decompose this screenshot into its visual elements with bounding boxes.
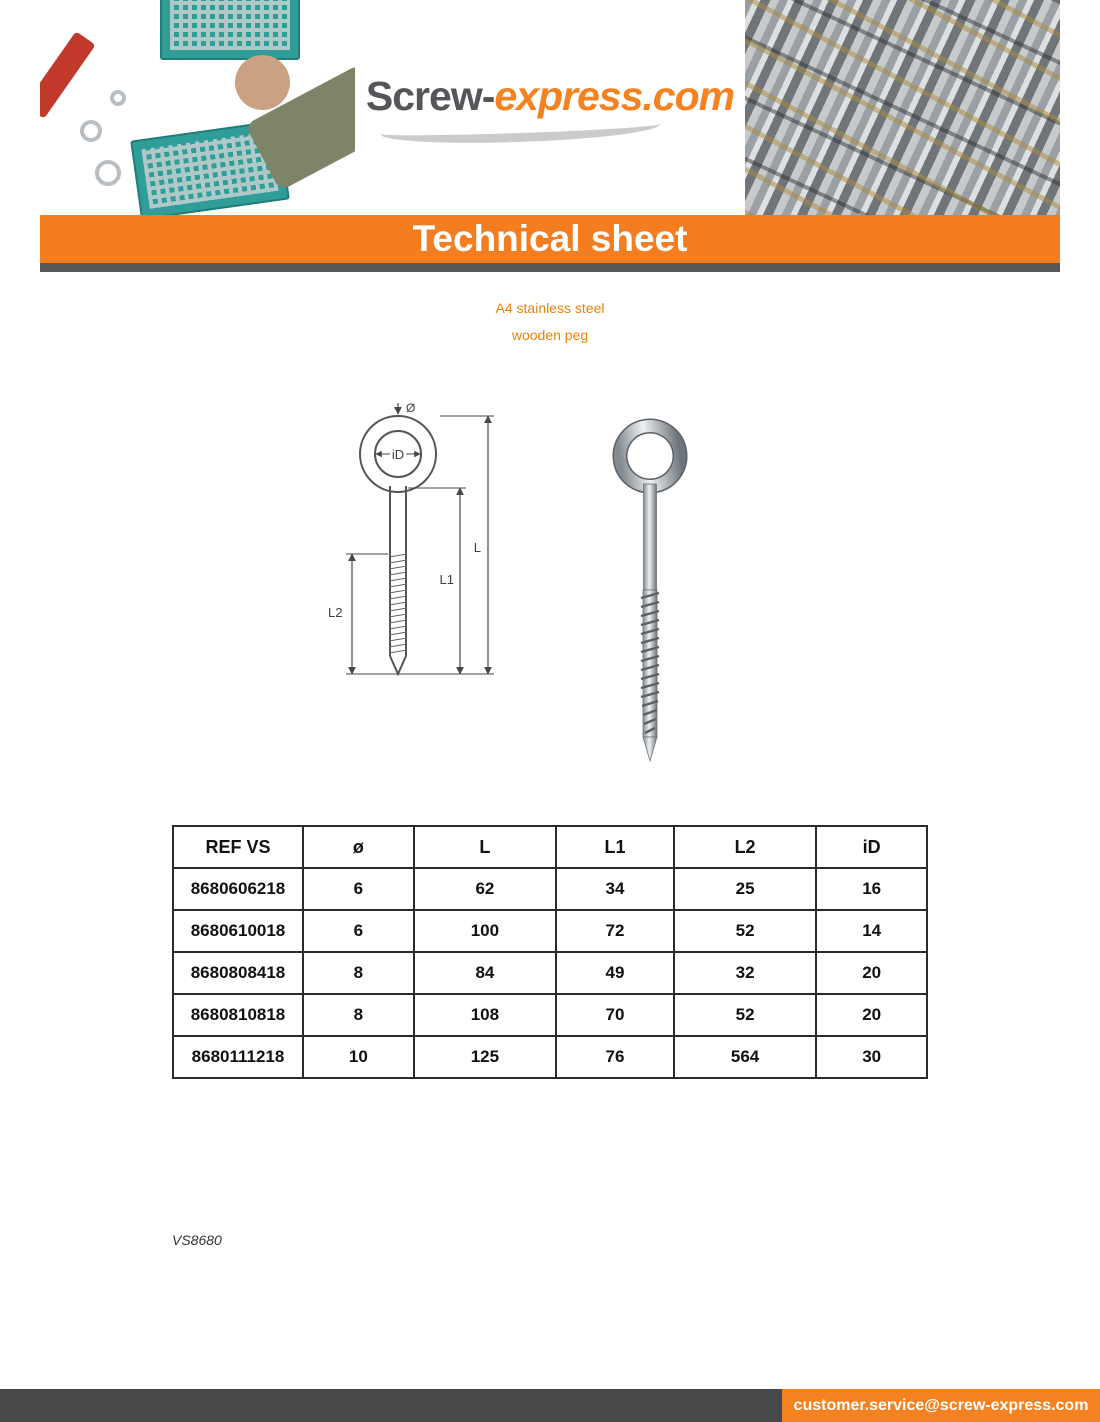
screwdriver <box>40 31 96 118</box>
value-cell: 34 <box>556 868 674 910</box>
value-cell: 108 <box>414 994 556 1036</box>
ref-cell: 8680606218 <box>173 868 303 910</box>
customer-service-email: customer.service@screw-express.com <box>793 1396 1089 1414</box>
value-cell: 14 <box>816 910 927 952</box>
col-header-l: L <box>414 826 556 868</box>
value-cell: 6 <box>303 910 414 952</box>
logo-text <box>366 73 734 120</box>
table-row <box>173 910 927 952</box>
value-cell: 20 <box>816 994 927 1036</box>
ref-cell: 8680810818 <box>173 994 303 1036</box>
product-code-footnote: VS8680 <box>172 1232 222 1248</box>
table-header-row <box>173 826 927 868</box>
washer <box>110 90 126 106</box>
screws-pile-photo <box>745 0 1060 215</box>
ref-cell: 8680808418 <box>173 952 303 994</box>
value-cell: 32 <box>674 952 816 994</box>
value-cell: 84 <box>414 952 556 994</box>
ref-cell: 8680111218 <box>173 1036 303 1078</box>
washer <box>80 120 102 142</box>
value-cell: 49 <box>556 952 674 994</box>
hand <box>235 55 290 110</box>
col-header-ref: REF VS <box>173 826 303 868</box>
col-header-l2: L2 <box>674 826 816 868</box>
value-cell: 25 <box>674 868 816 910</box>
dim-label-diameter: Ø <box>406 402 416 415</box>
footer-bar <box>0 1389 1100 1422</box>
screws-in-box-texture <box>170 0 290 50</box>
col-header-diameter: ø <box>303 826 414 868</box>
value-cell: 6 <box>303 868 414 910</box>
dim-label-inner-diameter: iD <box>391 447 405 462</box>
ref-cell: 8680610018 <box>173 910 303 952</box>
banner-underline <box>40 263 1060 272</box>
dim-label-l2: L2 <box>328 605 343 620</box>
technical-drawing <box>328 402 506 698</box>
dim-label-l1: L1 <box>439 572 454 587</box>
banner <box>40 215 1060 263</box>
value-cell: 76 <box>556 1036 674 1078</box>
spec-table <box>172 825 928 1079</box>
table-row <box>173 868 927 910</box>
value-cell: 52 <box>674 994 816 1036</box>
washer <box>95 160 121 186</box>
logo <box>355 0 745 215</box>
col-header-l1: L1 <box>556 826 674 868</box>
value-cell: 564 <box>674 1036 816 1078</box>
value-cell: 10 <box>303 1036 414 1078</box>
dim-label-l: L <box>473 540 481 555</box>
value-cell: 8 <box>303 994 414 1036</box>
logo-text-screw: Screw- <box>365 73 495 119</box>
value-cell: 125 <box>414 1036 556 1078</box>
footer-email-block <box>782 1389 1100 1422</box>
value-cell: 20 <box>816 952 927 994</box>
value-cell: 62 <box>414 868 556 910</box>
value-cell: 72 <box>556 910 674 952</box>
value-cell: 16 <box>816 868 927 910</box>
workbench-photo <box>40 0 355 215</box>
value-cell: 70 <box>556 994 674 1036</box>
product-photo-eye-screw <box>598 412 706 764</box>
banner-title: Technical sheet <box>412 218 688 259</box>
table-row <box>173 994 927 1036</box>
logo-text-express: express.com <box>494 73 735 119</box>
table-row <box>173 1036 927 1078</box>
subtitle <box>0 300 1100 354</box>
value-cell: 30 <box>816 1036 927 1078</box>
value-cell: 52 <box>674 910 816 952</box>
value-cell: 8 <box>303 952 414 994</box>
subtitle-material: A4 stainless steel <box>495 300 605 316</box>
col-header-id: iD <box>816 826 927 868</box>
subtitle-product: wooden peg <box>511 327 589 343</box>
table-row <box>173 952 927 994</box>
value-cell: 100 <box>414 910 556 952</box>
